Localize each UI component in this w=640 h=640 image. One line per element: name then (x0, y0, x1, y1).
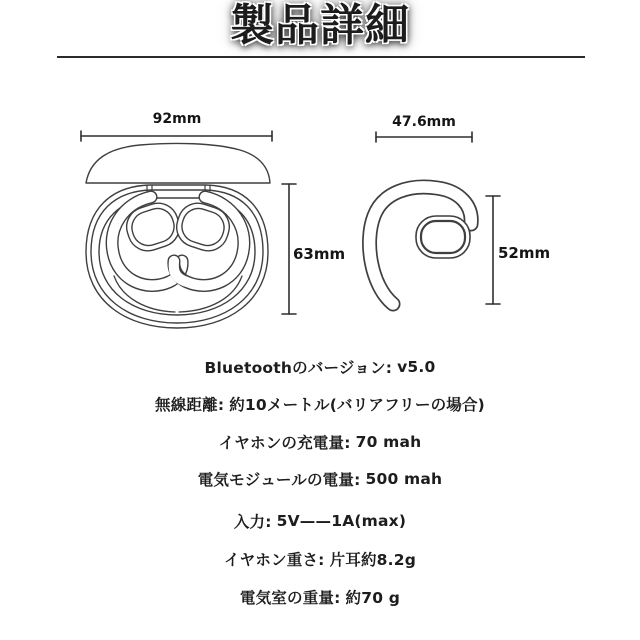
spec-value: 約10メートル(バリアフリーの場合) (229, 396, 485, 414)
spec-value: 片耳約8.2g (329, 551, 417, 569)
earbud-width-dimension (376, 132, 472, 142)
case-lid (86, 143, 270, 183)
earbud-width-label: 47.6mm (392, 114, 456, 130)
spec-label: 電気室の重量: (239, 589, 341, 607)
case-height-label: 63mm (293, 245, 346, 263)
spec-value: 70 mah (355, 433, 422, 451)
spec-label: イヤホン重さ: (223, 551, 325, 569)
spec-row-input (0, 510, 640, 532)
spec-row-earbud-weight (0, 548, 640, 570)
page-title: 製品詳細 (230, 0, 410, 51)
spec-label: 無線距離: (155, 396, 225, 414)
case-width-label: 92mm (152, 111, 202, 127)
earbud-height-label: 52mm (498, 244, 551, 262)
spec-row-wireless-range (0, 393, 640, 415)
spec-row-case-battery (0, 468, 640, 490)
spec-label: 電気モジュールの電量: (197, 471, 361, 489)
spec-label: 入力: (233, 513, 272, 531)
spec-label: イヤホンの充電量: (218, 434, 351, 452)
spec-row-earbud-battery (0, 431, 640, 453)
charging-case-diagram (86, 143, 270, 328)
spec-row-bluetooth-version (0, 356, 640, 378)
spec-value: 500 mah (365, 470, 443, 488)
spec-value: 5V——1A(max) (276, 512, 407, 530)
spec-value: 約70 g (345, 589, 401, 607)
spec-label: Bluetoothのバージョン: (204, 359, 393, 377)
case-width-dimension (81, 131, 272, 141)
spec-row-case-weight (0, 586, 640, 608)
spec-value: v5.0 (397, 358, 436, 376)
earbud-speaker (416, 216, 470, 258)
earbud-diagram (370, 187, 472, 304)
